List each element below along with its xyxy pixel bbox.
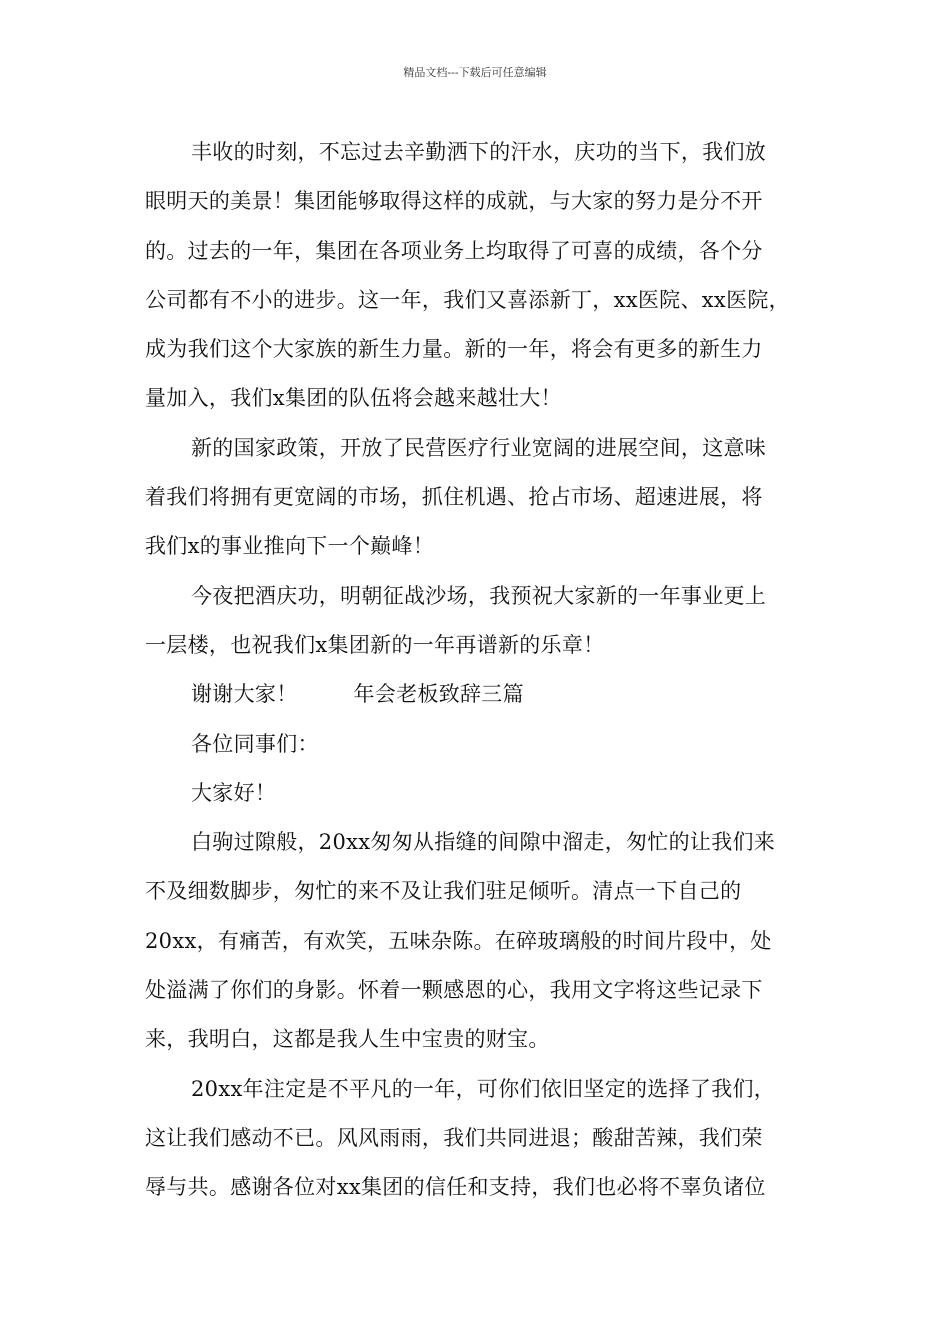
text-line: 量加入，我们x集团的队伍将会越来越壮大！: [145, 386, 562, 411]
text-line: 20xx年注定是不平凡的一年，可你们依旧坚定的选择了我们，: [191, 1076, 776, 1101]
text-line: 公司都有不小的进步。这一年，我们又喜添新丁，xx医院、xx医院，: [145, 287, 790, 312]
paragraph-time-passing: [145, 818, 815, 1064]
paragraph-policy: [145, 424, 815, 572]
text-line: 辱与共。感谢各位对xx集团的信任和支持，我们也必将不辜负诸位: [145, 1175, 766, 1200]
text-line: [145, 670, 815, 719]
text-line: 丰收的时刻，不忘过去辛勤洒下的汗水，庆功的当下，我们放: [191, 140, 767, 164]
document-body: [145, 128, 815, 1213]
text-line: 的。过去的一年，集团在各项业务上均取得了可喜的成绩，各个分: [145, 238, 763, 263]
thanks-text: 谢谢大家！: [191, 682, 298, 707]
section-title: 年会老板致辞三篇: [353, 682, 524, 707]
salutation: [145, 720, 815, 769]
text-line: 成为我们这个大家族的新生力量。新的一年，将会有更多的新生力: [145, 337, 763, 362]
text-line: 这让我们感动不已。风风雨雨，我们共同进退；酸甜苦辣，我们荣: [145, 1125, 763, 1150]
text-line: 新的国家政策，开放了民营医疗行业宽阔的进展空间，这意味: [191, 435, 767, 460]
text-line: 今夜把酒庆功，明朝征战沙场，我预祝大家新的一年事业更上: [191, 583, 767, 608]
text-line: 白驹过隙般，20xx匆匆从指缝的间隙中溜走，匆忙的让我们来: [191, 830, 776, 855]
text-line: 我们x的事业推向下一个巅峰！: [145, 534, 435, 559]
text-line: 大家好！: [191, 780, 277, 805]
text-line: 着我们将拥有更宽阔的市场，抓住机遇、抢占市场、超速进展，将: [145, 485, 763, 510]
paragraph-extraordinary-year: [145, 1065, 815, 1213]
text-line: 一层楼，也祝我们x集团新的一年再谱新的乐章！: [145, 632, 605, 657]
text-line: 各位同事们：: [191, 731, 319, 756]
page-header: 精品文档---下载后可任意编辑: [403, 66, 547, 79]
text-line: 不及细数脚步，匆忙的来不及让我们驻足倾听。清点一下自己的: [145, 879, 742, 904]
greeting: [145, 769, 815, 818]
text-line: 20xx，有痛苦，有欢笑，五味杂陈。在碎玻璃般的时间片段中，处: [145, 928, 772, 953]
text-line: 处溢满了你们的身影。怀着一颗感恩的心，我用文字将这些记录下: [145, 978, 763, 1003]
text-line: 来，我明白，这都是我人生中宝贵的财宝。: [145, 1027, 550, 1052]
text-line: 眼明天的美景！集团能够取得这样的成就，与大家的努力是分不开: [145, 189, 763, 214]
thanks-and-title-line: [145, 670, 815, 719]
paragraph-toast: [145, 572, 815, 671]
paragraph-harvest: [145, 128, 815, 424]
